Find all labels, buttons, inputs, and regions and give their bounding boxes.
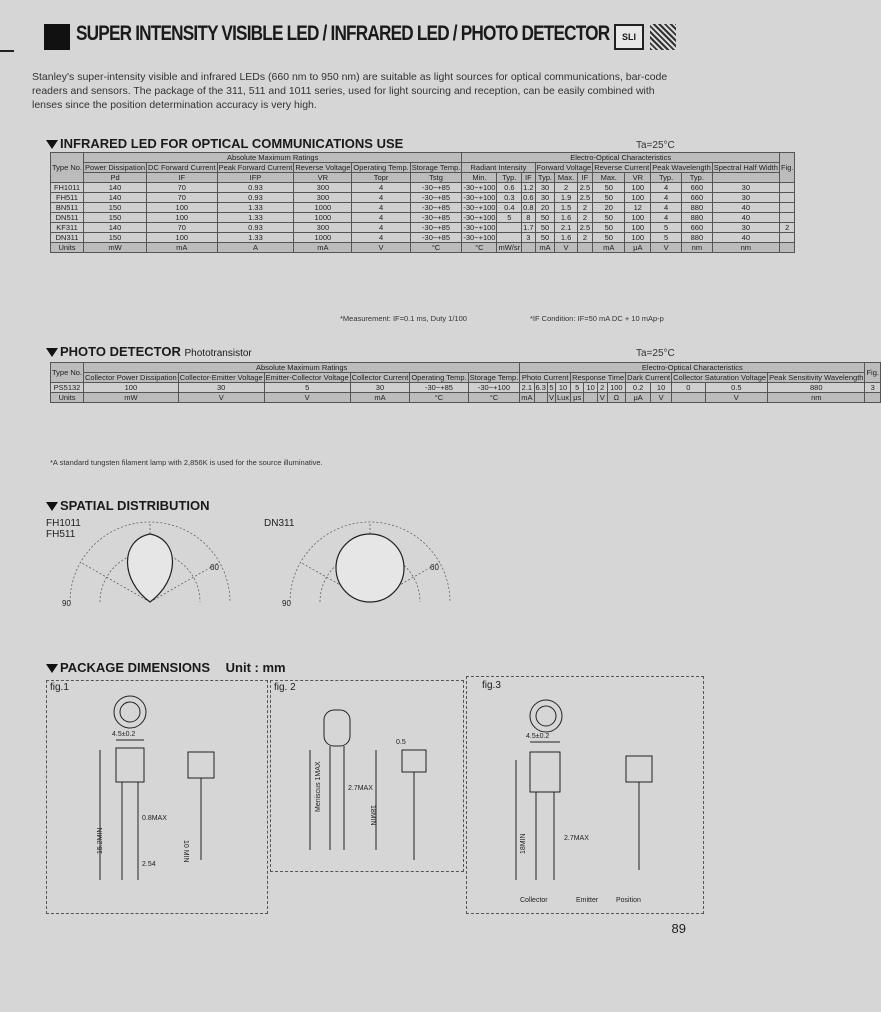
dim-label: 18MIN — [520, 833, 527, 854]
table-cell: 100 — [625, 213, 651, 223]
table-cell: 3 — [865, 383, 881, 393]
dim-label: 0.8MAX — [142, 815, 167, 822]
unit-cell: Ω — [607, 393, 626, 403]
unit-cell — [522, 243, 535, 253]
table-cell — [779, 233, 795, 243]
table-cell: 0.3 — [497, 193, 522, 203]
dim-label: 15.2MIN — [97, 827, 104, 854]
triangle-bullet-icon — [46, 502, 58, 511]
table-cell: 1000 — [294, 233, 352, 243]
table-cell: 140 — [84, 183, 147, 193]
infrared-note-right: *IF Condition: IF=50 mA DC + 10 mAp-p — [530, 314, 664, 323]
unit-cell: mA — [350, 393, 410, 403]
unit-cell: Units — [51, 243, 84, 253]
unit-cell: μs — [571, 393, 584, 403]
table-cell: 70 — [147, 193, 218, 203]
infrared-led-table — [50, 152, 795, 253]
table-cell: 880 — [681, 203, 712, 213]
table-cell: 20 — [593, 203, 625, 213]
table-cell: 1.5 — [555, 203, 577, 213]
unit-cell: V — [705, 393, 768, 403]
triangle-bullet-icon — [46, 664, 58, 673]
subcol-header: Typ. — [535, 173, 555, 183]
unit-cell: V — [555, 243, 577, 253]
group-abs: Absolute Maximum Ratings — [84, 363, 520, 373]
subcol-header: IFP — [217, 173, 294, 183]
col-header: Emitter-Collector Voltage — [265, 373, 349, 382]
table-cell: 30 — [712, 183, 779, 193]
table-cell — [497, 223, 522, 233]
photo-note: *A standard tungsten filament lamp with 2,856K is used for the source illuminative. — [50, 458, 323, 467]
table-cell: 50 — [535, 213, 555, 223]
unit-cell: °C — [462, 243, 497, 253]
table-cell — [497, 233, 522, 243]
infrared-note-left: *Measurement: IF=0.1 ms, Duty 1/100 — [340, 314, 467, 323]
table-cell: 300 — [294, 193, 352, 203]
section-title-spatial — [46, 498, 210, 513]
table-cell — [779, 183, 795, 193]
unit-cell: V — [548, 393, 554, 402]
table-cell: DN511 — [51, 213, 84, 223]
dim-label: 4.5±0.2 — [112, 731, 136, 738]
unit-cell: °C — [410, 243, 462, 253]
table-cell: 0.8 — [523, 203, 534, 212]
table-cell: 50 — [593, 193, 625, 203]
unit-cell: A — [217, 243, 294, 253]
unit-cell — [534, 393, 547, 403]
unit-cell: V — [597, 393, 607, 403]
table-row — [51, 223, 795, 233]
table-cell: -30~+100 — [468, 383, 520, 393]
table-cell: -30~+100 — [463, 183, 496, 192]
table-cell: 2.5 — [577, 223, 593, 233]
unit-cell: mA — [521, 393, 533, 402]
table-cell: 0.93 — [217, 183, 294, 193]
col-type: Type No. — [51, 153, 84, 183]
table-cell: 40 — [712, 233, 779, 243]
col-header: Peak Forward Current — [218, 163, 293, 172]
table-cell: 2 — [779, 223, 795, 233]
col-header: Operating Temp. — [353, 163, 409, 172]
table-cell: 8 — [522, 213, 535, 223]
col-header: Storage Temp. — [469, 373, 519, 382]
table-cell: 40 — [712, 213, 779, 223]
table-cell: 100 — [625, 183, 651, 193]
group-eo: Electro-Optical Characteristics — [462, 153, 780, 163]
table-cell: 0 — [672, 383, 705, 393]
brand-logo-icon: SLI — [614, 24, 644, 50]
table-cell: 1.7 — [523, 223, 534, 232]
table-cell: 150 — [84, 203, 147, 213]
table-cell: 4 — [651, 203, 682, 213]
subcol-header: Typ. — [497, 173, 522, 183]
table-cell — [779, 203, 795, 213]
table-cell: 0.4 — [497, 203, 522, 213]
table-cell: 100 — [625, 233, 651, 243]
table-cell: FH1011 — [51, 183, 84, 193]
fig2-label: fig. 2 — [274, 682, 296, 693]
table-cell: 50 — [593, 213, 625, 223]
fig1-drawing — [60, 690, 260, 910]
header-square-icon — [44, 24, 70, 50]
col-header: Reverse Current — [594, 163, 650, 172]
unit-cell: °C — [468, 393, 520, 403]
table-cell: 100 — [607, 383, 626, 393]
dim-label: 0.5 — [396, 739, 406, 746]
unit-cell: Lux — [556, 393, 570, 402]
unit-cell: Units — [51, 393, 84, 403]
table-cell: 300 — [294, 183, 352, 193]
table-cell: 300 — [294, 223, 352, 233]
pattern-logo-icon — [650, 24, 676, 50]
fig3-drawing — [476, 690, 696, 910]
group-eo: Electro-Optical Characteristics — [520, 363, 865, 373]
table-cell: -30~+100 — [463, 193, 496, 202]
table-cell: 2 — [577, 203, 593, 213]
table-cell: 4 — [352, 223, 410, 233]
page-number: 89 — [671, 921, 686, 936]
table-cell: 140 — [84, 193, 147, 203]
table-cell: -30~+85 — [410, 203, 462, 213]
table-cell: 5 — [651, 223, 682, 233]
table-cell: 10 — [555, 383, 570, 393]
table-cell: 0.6 — [523, 193, 534, 202]
section-title-infrared — [46, 136, 403, 151]
table-cell: 1.33 — [217, 213, 294, 223]
table-cell: 70 — [147, 223, 218, 233]
table-cell: DN311 — [51, 233, 84, 243]
angle-label: 90 — [62, 599, 71, 608]
unit-cell: mW/sr — [498, 243, 521, 252]
col-header: Spectral Half Width — [713, 163, 778, 172]
table-cell: 1000 — [294, 213, 352, 223]
unit-cell — [779, 243, 795, 253]
unit-cell: nm — [768, 393, 865, 403]
table-cell: 2.1 — [555, 223, 577, 233]
table-cell: 660 — [681, 193, 712, 203]
table-cell: 880 — [681, 213, 712, 223]
table-cell: 2.5 — [577, 183, 593, 193]
table-cell: 100 — [625, 193, 651, 203]
spatial-chart-right — [280, 520, 460, 610]
table-cell: 50 — [593, 233, 625, 243]
dim-label: 2.7MAX — [564, 835, 589, 842]
table-cell: 40 — [712, 203, 779, 213]
fig1-label: fig.1 — [50, 682, 69, 693]
table-cell: -30~+85 — [410, 213, 462, 223]
spatial-label-dn311: DN311 — [264, 518, 295, 529]
table-cell: -30~+85 — [410, 223, 462, 233]
table-cell: 0.93 — [217, 223, 294, 233]
col-header: Dark Current — [627, 373, 671, 382]
table-cell — [779, 213, 795, 223]
table-cell: 30 — [712, 223, 779, 233]
table-cell: 660 — [681, 183, 712, 193]
table-cell: BN511 — [51, 203, 84, 213]
edge-mark — [0, 50, 14, 52]
angle-label: 60 — [210, 563, 219, 572]
units-row — [51, 393, 881, 403]
col-header: Collector Current — [351, 373, 409, 382]
col-header: Collector Saturation Voltage — [673, 373, 767, 382]
table-cell: FH511 — [51, 193, 84, 203]
table-cell: 2 — [597, 383, 607, 393]
unit-cell: °C — [410, 393, 468, 403]
subcol-header: VR — [294, 173, 352, 183]
col-type: Type No. — [51, 363, 84, 383]
col-header: Operating Temp. — [411, 373, 467, 382]
table-cell: 12 — [625, 203, 651, 213]
dim-label: 2.7MAX — [348, 785, 373, 792]
table-cell: -30~+100 — [463, 203, 496, 212]
unit-cell: V — [178, 393, 264, 403]
col-header: Reverse Voltage — [295, 163, 351, 172]
table-cell: 6.3 — [535, 383, 546, 392]
unit-cell — [865, 393, 881, 403]
section-title-package — [46, 660, 286, 675]
table-cell: -30~+100 — [463, 223, 496, 232]
table-cell: 140 — [84, 223, 147, 233]
section-title-photo — [46, 344, 252, 359]
table-cell: 2.1 — [521, 383, 533, 392]
subcol-header: Typ. — [651, 173, 682, 183]
table-cell: 100 — [147, 233, 218, 243]
col-header: Forward Voltage — [536, 163, 592, 172]
table-cell: 4 — [651, 213, 682, 223]
table-cell: -30~+85 — [410, 193, 462, 203]
table-cell: 5 — [264, 383, 350, 393]
page-title: SUPER INTENSITY VISIBLE LED / INFRARED LED / PHOTO DETECTOR — [76, 22, 610, 45]
table-cell: 50 — [535, 223, 555, 233]
col-fig: Fig. — [865, 363, 881, 383]
page-header — [44, 22, 680, 52]
unit-cell: mA — [147, 243, 218, 253]
col-fig: Fig. — [779, 153, 795, 183]
spatial-label-fh1011: FH1011 — [46, 518, 81, 529]
col-header: Photo Current — [520, 373, 571, 383]
dim-label: 4.5±0.2 — [526, 733, 550, 740]
table-cell: 70 — [147, 183, 218, 193]
unit-cell: V — [264, 393, 350, 403]
col-header: Peak Sensitivity Wavelength — [769, 373, 864, 382]
table-cell: 5 — [571, 383, 584, 393]
spatial-chart-left — [60, 520, 240, 610]
subcol-header: IF — [147, 173, 218, 183]
table-cell: 660 — [681, 223, 712, 233]
triangle-bullet-icon — [46, 140, 58, 149]
subcol-header: Tstg — [410, 173, 462, 183]
unit-label: Unit : mm — [225, 660, 286, 675]
section-title-text: PACKAGE DIMENSIONS — [60, 660, 210, 675]
subcol-header: Max. — [555, 173, 577, 183]
table-cell: 4 — [651, 183, 682, 193]
subcol-header: IF — [577, 173, 593, 183]
table-cell: 1.6 — [555, 213, 577, 223]
table-cell: -30~+100 — [463, 233, 496, 242]
section-subtitle: Phototransistor — [184, 348, 252, 359]
table-cell: 20 — [535, 203, 555, 213]
table-cell: 30 — [535, 193, 555, 203]
table-cell: -30~+100 — [463, 213, 496, 222]
table-cell: 2.5 — [577, 193, 593, 203]
table-cell: 5 — [651, 233, 682, 243]
table-cell: 30 — [535, 183, 555, 193]
unit-cell: V — [352, 243, 410, 253]
subcol-header: Typ. — [681, 173, 712, 183]
table-cell: 1.2 — [523, 183, 534, 192]
table-row — [51, 383, 881, 393]
dim-label: 18MIN — [369, 805, 376, 826]
photo-detector-table — [50, 362, 881, 403]
table-cell: 30 — [178, 383, 264, 393]
section-title-text: INFRARED LED FOR OPTICAL COMMUNICATIONS USE — [60, 136, 404, 151]
table-cell: 5 — [497, 213, 522, 223]
table-cell: -30~+85 — [410, 233, 462, 243]
subcol-header — [712, 173, 779, 183]
table-cell: -30~+85 — [410, 183, 462, 193]
spatial-label-fh511: FH511 — [46, 529, 76, 540]
col-header: Collector Power Dissipation — [85, 373, 177, 382]
table-cell: 880 — [768, 383, 865, 393]
table-cell: 30 — [350, 383, 410, 393]
col-header: DC Forward Current — [148, 163, 216, 172]
unit-cell — [672, 393, 705, 403]
table-cell: KF311 — [51, 223, 84, 233]
table-cell: 150 — [84, 213, 147, 223]
triangle-bullet-icon — [46, 348, 58, 357]
unit-cell: mA — [294, 243, 352, 253]
table-row — [51, 193, 795, 203]
unit-cell: mW — [84, 243, 147, 253]
table-cell: 0.2 — [626, 383, 651, 393]
table-cell: PS5132 — [51, 383, 84, 393]
table-cell: 1.33 — [217, 233, 294, 243]
group-abs: Absolute Maximum Ratings — [84, 153, 462, 163]
subcol-row — [51, 173, 795, 183]
ambient-temp-label: Ta=25°C — [636, 140, 675, 151]
table-cell: 10 — [651, 383, 672, 393]
table-cell: 880 — [681, 233, 712, 243]
angle-label: 60 — [430, 563, 439, 572]
unit-cell: mW — [84, 393, 179, 403]
col-header: Response Time — [572, 373, 625, 382]
table-cell: 50 — [593, 183, 625, 193]
table-cell: 100 — [625, 223, 651, 233]
table-cell: 100 — [147, 203, 218, 213]
section-title-text: SPATIAL DISTRIBUTION — [60, 498, 210, 513]
unit-cell: nm — [712, 243, 779, 253]
table-cell: 0.6 — [497, 183, 522, 193]
dim-label: 10 MIN — [182, 840, 189, 863]
table-cell: 50 — [593, 223, 625, 233]
subcol-header: Topr — [352, 173, 410, 183]
col-header: Peak Wavelength — [652, 163, 711, 172]
table-cell: 3 — [522, 233, 535, 243]
table-cell: 4 — [352, 183, 410, 193]
table-cell: 1.9 — [555, 193, 577, 203]
table-cell: 4 — [651, 193, 682, 203]
table-cell: 0.5 — [705, 383, 768, 393]
dim-label: 2.54 — [142, 861, 156, 868]
table-cell: 0.93 — [217, 193, 294, 203]
table-cell: 4 — [352, 233, 410, 243]
unit-cell: μA — [625, 243, 651, 253]
pin-label: Emitter — [576, 897, 599, 904]
table-row — [51, 213, 795, 223]
table-cell: 30 — [712, 193, 779, 203]
section-title-text: PHOTO DETECTOR — [60, 344, 181, 359]
table-cell: 1.33 — [217, 203, 294, 213]
table-cell: 100 — [147, 213, 218, 223]
unit-cell — [584, 393, 598, 403]
col-header: Power Dissipation — [85, 163, 146, 172]
table-cell: 2 — [555, 183, 577, 193]
table-cell: 4 — [352, 203, 410, 213]
table-cell: 1.6 — [555, 233, 577, 243]
table-cell: 50 — [535, 233, 555, 243]
subcol-header: Max. — [593, 173, 625, 183]
col-header: Storage Temp. — [411, 163, 461, 172]
subcol-header: IF — [522, 173, 535, 183]
unit-cell: μA — [626, 393, 651, 403]
table-cell: 2 — [577, 213, 593, 223]
table-cell: 4 — [352, 193, 410, 203]
table-cell: 4 — [352, 213, 410, 223]
table-row — [51, 183, 795, 193]
table-cell — [779, 193, 795, 203]
unit-cell: nm — [681, 243, 712, 253]
unit-cell: mA — [535, 243, 555, 253]
intro-paragraph: Stanley's super-intensity visible and infrared LEDs (660 nm to 950 nm) are suitable as light sources for optical communications, bar-code readers and sensors. The package of the 311, 511 and 1011 series, used for light sourcing and reception, can be easily combined with lenses since the position determination accuracy is very high. — [32, 71, 668, 111]
table-cell: 2 — [577, 233, 593, 243]
table-cell: 5 — [549, 383, 554, 392]
table-cell: 10 — [584, 383, 598, 393]
unit-cell: mA — [593, 243, 625, 253]
unit-cell: V — [651, 243, 682, 253]
table-cell: 1000 — [294, 203, 352, 213]
dim-label: Meniscus 1MAX — [315, 761, 322, 812]
ambient-temp-label: Ta=25°C — [636, 348, 675, 359]
unit-cell — [577, 243, 593, 253]
table-row — [51, 203, 795, 213]
unit-cell: V — [651, 393, 672, 403]
fig3-label: fig.3 — [482, 680, 501, 691]
units-row — [51, 243, 795, 253]
subcol-header: Pd — [84, 173, 147, 183]
col-header: Collector-Emitter Voltage — [179, 373, 263, 382]
table-cell: -30~+85 — [410, 383, 468, 393]
table-cell: 150 — [84, 233, 147, 243]
pin-label: Position — [616, 897, 641, 904]
angle-label: 90 — [282, 599, 291, 608]
subcol-header: VR — [625, 173, 651, 183]
table-cell: 100 — [84, 383, 179, 393]
table-row — [51, 233, 795, 243]
pin-label: Collector — [520, 897, 548, 904]
subcol-header: Min. — [462, 173, 497, 183]
fig2-drawing — [280, 690, 460, 870]
col-header: Radiant Intensity — [462, 163, 535, 173]
